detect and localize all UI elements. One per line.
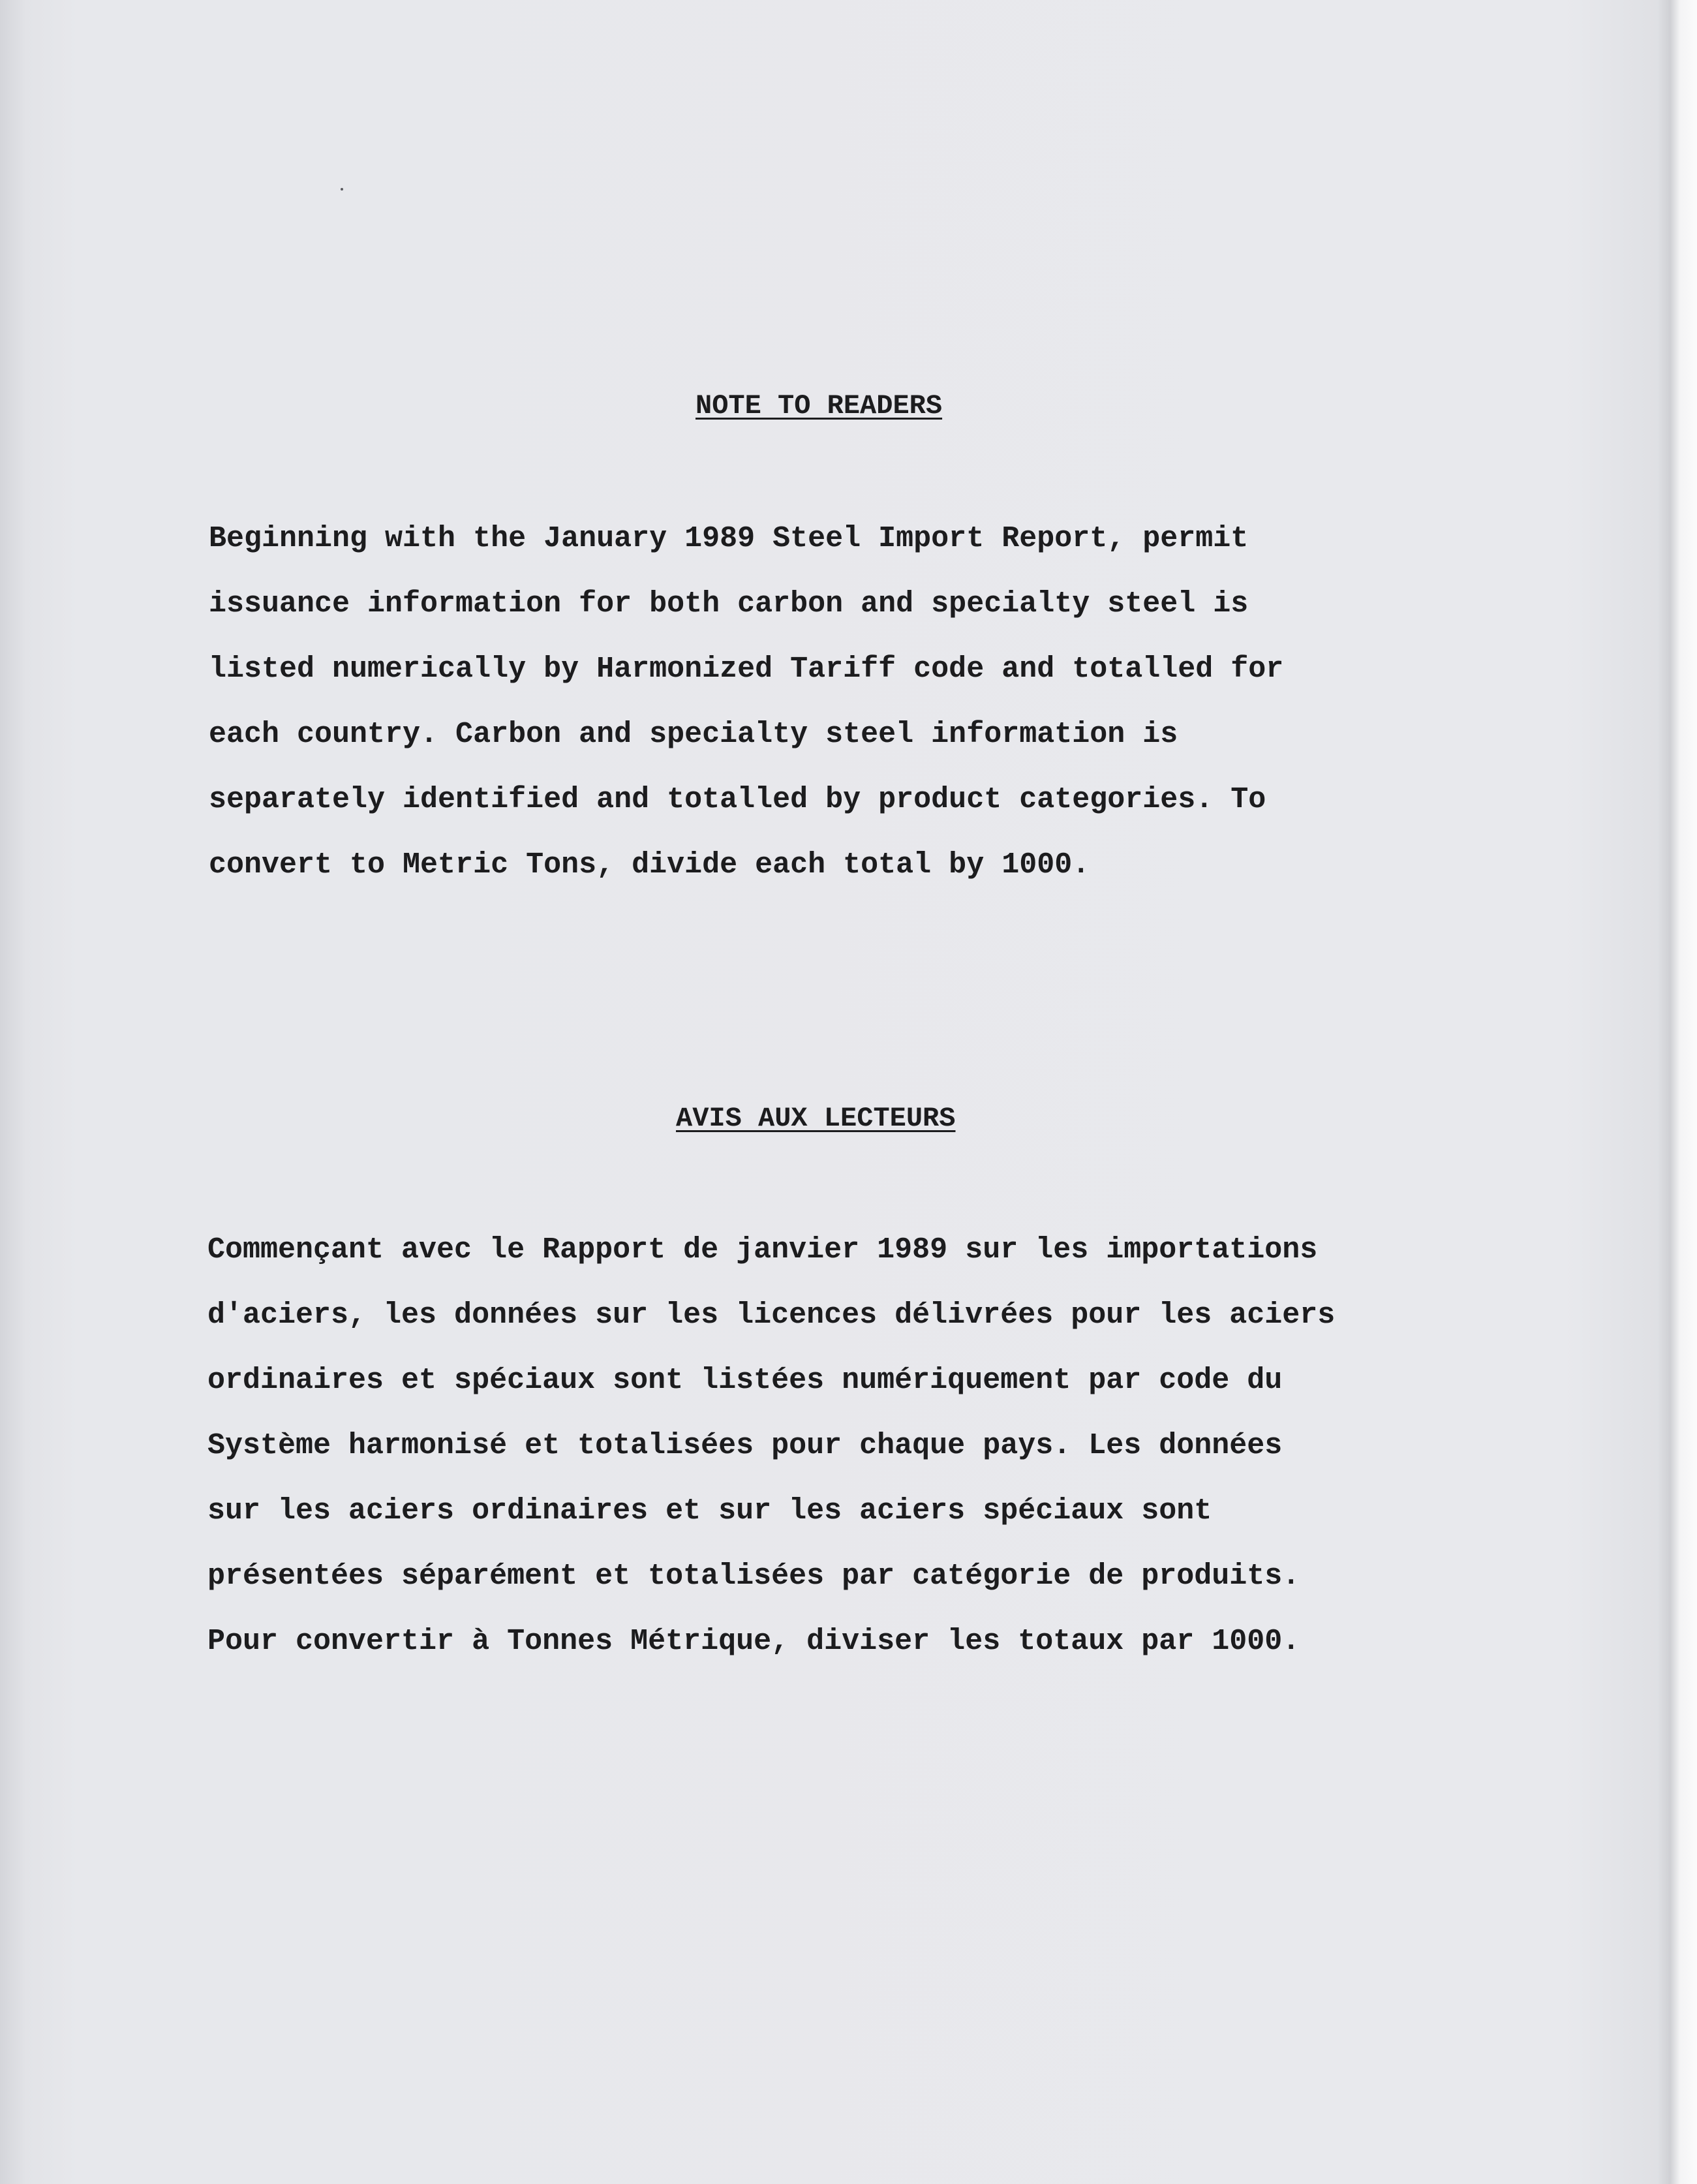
french-line-5: sur les aciers ordinaires et sur les aciers spéciaux sont — [207, 1494, 1212, 1528]
french-line-4: Système harmonisé et totalisées pour chaque pays. Les données — [207, 1429, 1283, 1462]
dust-speck — [341, 188, 343, 191]
english-line-3: listed numerically by Harmonized Tariff code and totalled for — [209, 653, 1284, 686]
french-line-1: Commençant avec le Rapport de janvier 1989 sur les importations — [207, 1233, 1318, 1267]
english-line-4: each country. Carbon and specialty steel information is — [209, 718, 1178, 751]
french-line-7: Pour convertir à Tonnes Métrique, diviser les totaux par 1000. — [207, 1625, 1300, 1658]
french-heading: AVIS AUX LECTEURS — [676, 1103, 956, 1134]
english-line-6: convert to Metric Tons, divide each total by 1000. — [209, 848, 1090, 882]
english-paragraph — [209, 506, 1283, 898]
english-line-5: separately identified and totalled by product categories. To — [209, 783, 1266, 816]
french-paragraph — [207, 1218, 1335, 1674]
english-heading: NOTE TO READERS — [696, 390, 943, 422]
english-line-1: Beginning with the January 1989 Steel Import Report, permit — [209, 522, 1249, 555]
french-line-3: ordinaires et spéciaux sont listées numériquement par code du — [207, 1364, 1283, 1397]
french-line-2: d'aciers, les données sur les licences délivrées pour les aciers — [207, 1299, 1336, 1332]
english-line-2: issuance information for both carbon and specialty steel is — [209, 587, 1249, 621]
french-line-6: présentées séparément et totalisées par catégorie de produits. — [207, 1560, 1300, 1593]
